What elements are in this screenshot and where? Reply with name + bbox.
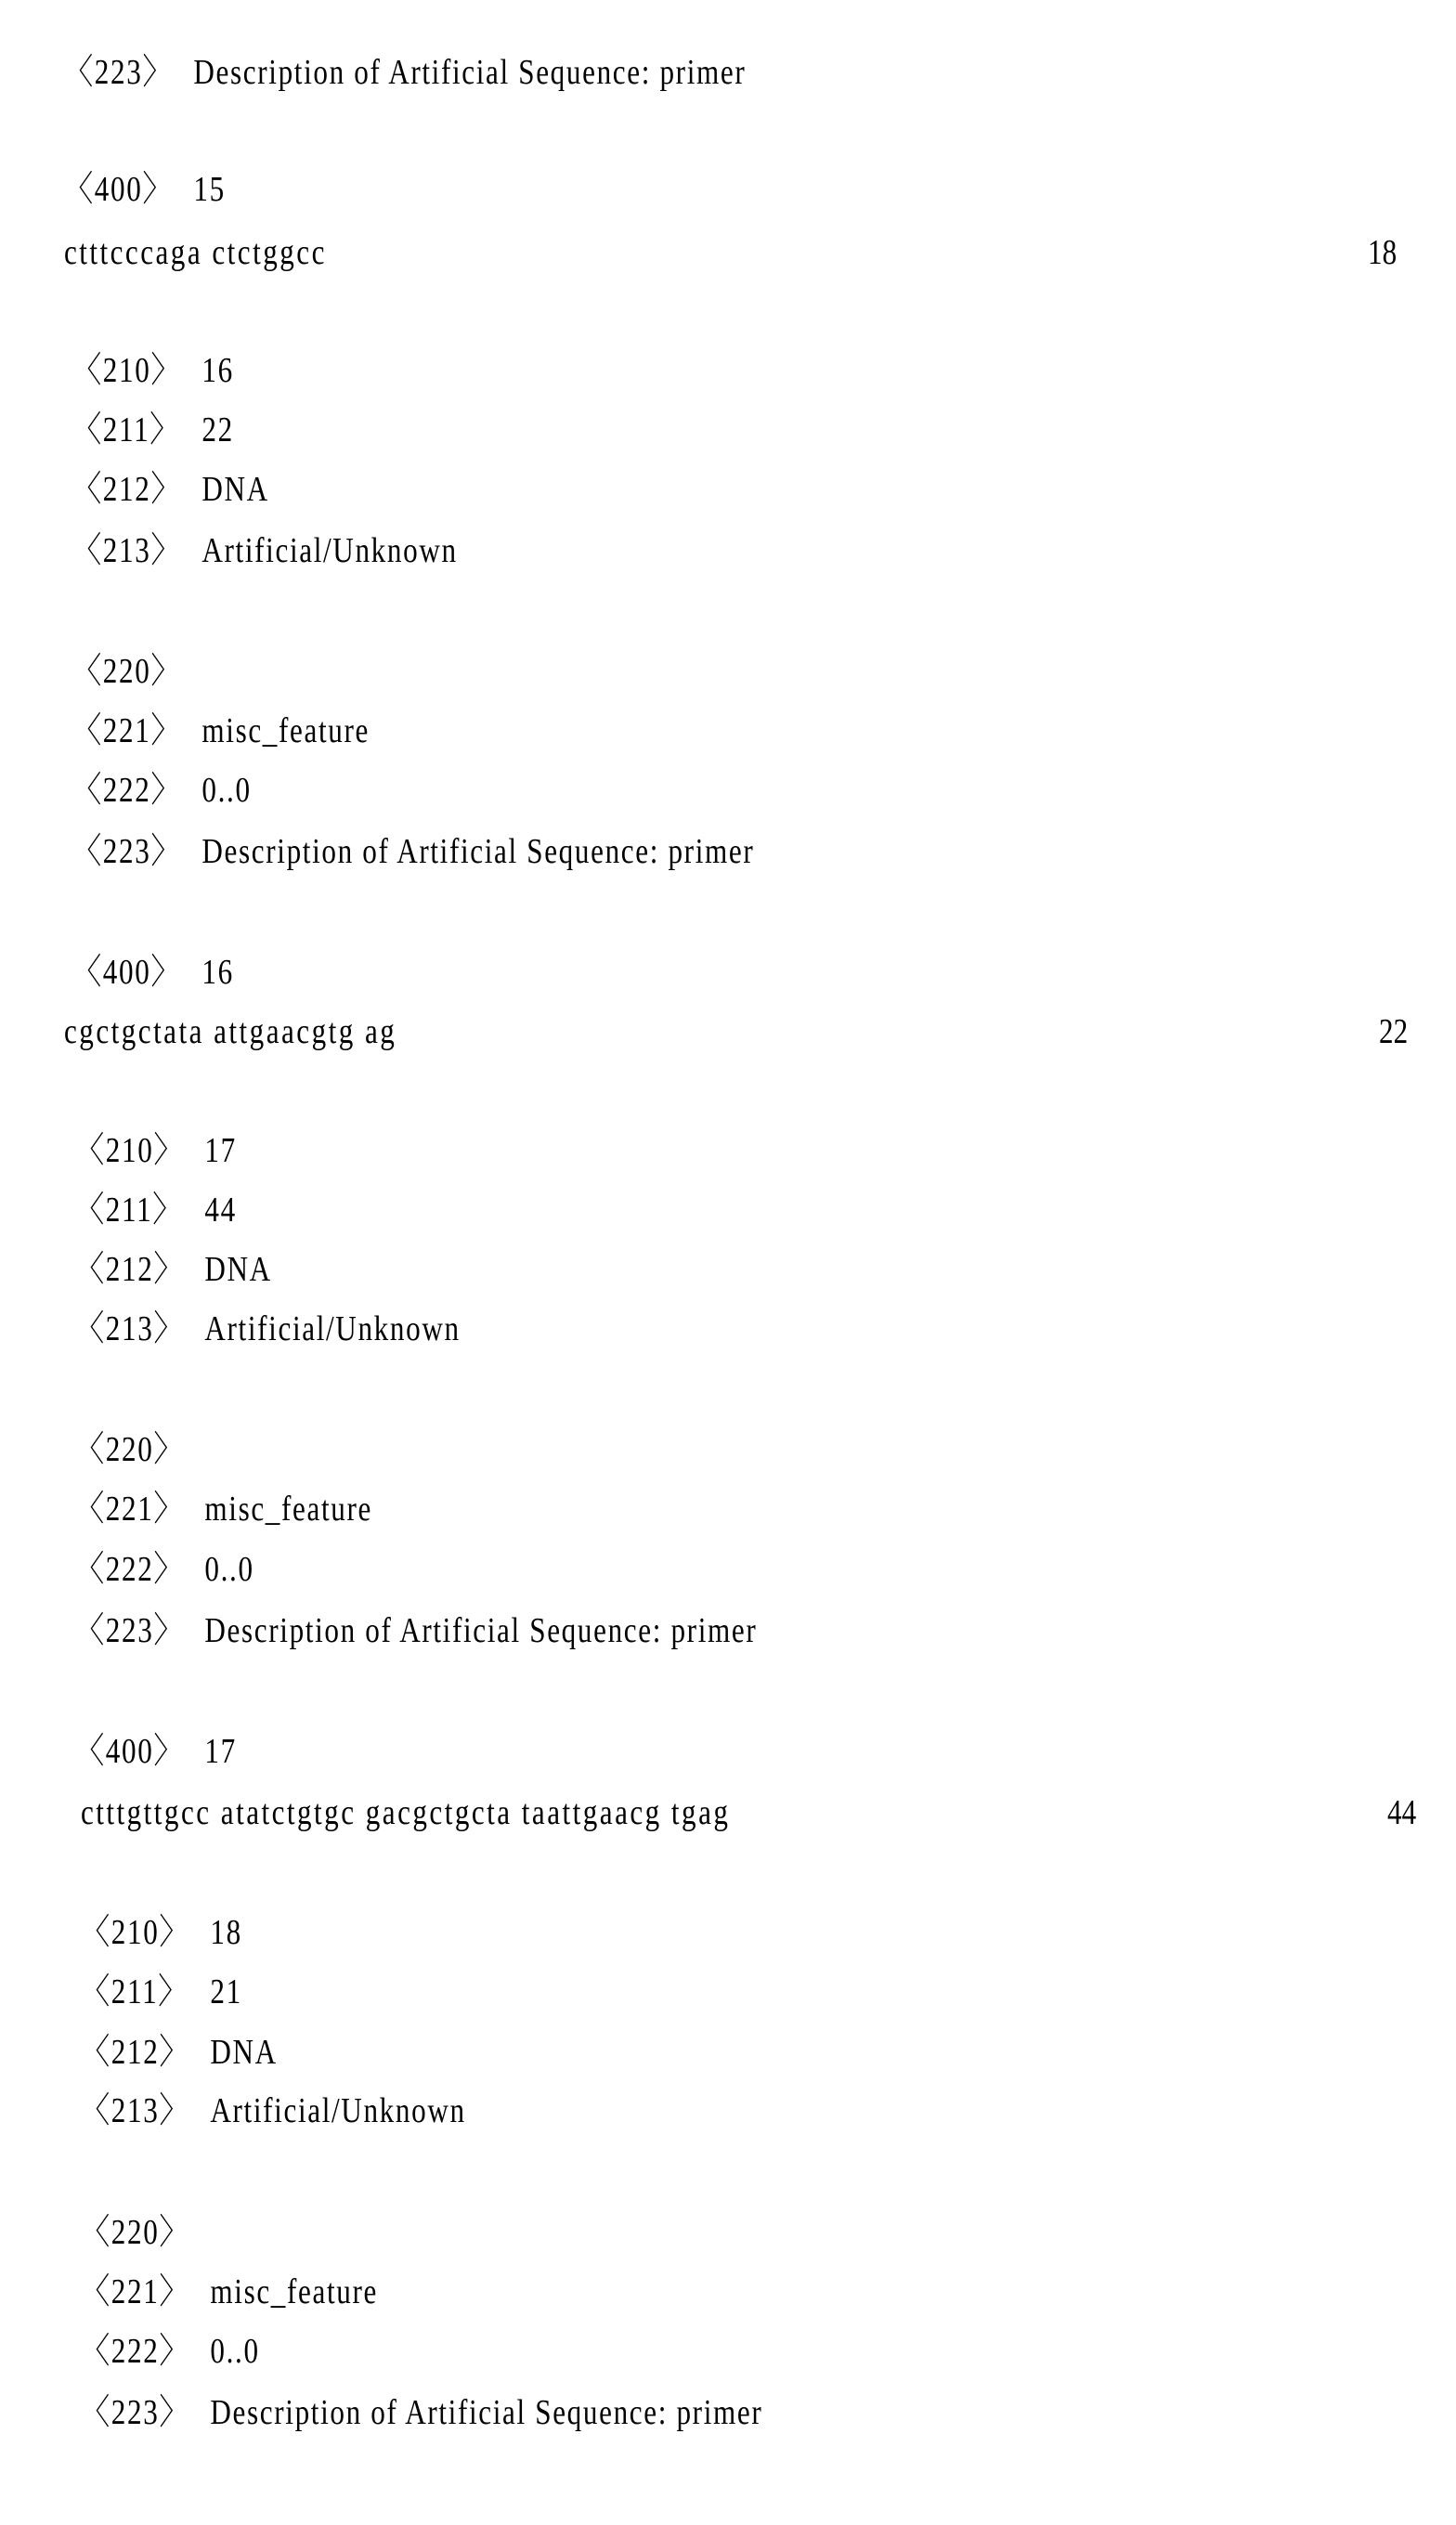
field-value: Artificial/Unknown	[202, 531, 457, 570]
field-value: Description of Artificial Sequence: primer	[202, 832, 754, 871]
sequence-length: 18	[1368, 229, 1397, 276]
field-line	[75, 1127, 237, 1174]
field-value: Description of Artificial Sequence: primer	[210, 2393, 762, 2432]
field-tag: 〈223〉	[75, 1607, 204, 1654]
field-value: 16	[202, 351, 233, 390]
field-line	[75, 1486, 372, 1532]
field-value: 21	[210, 1972, 241, 2011]
field-tag: 〈400〉	[64, 166, 193, 213]
field-value: DNA	[210, 2033, 277, 2072]
field-value: 22	[202, 410, 233, 449]
field-tag: 〈223〉	[81, 2389, 210, 2436]
field-value: 18	[210, 1913, 241, 1952]
sequence-text: ctttcccaga ctctggcc	[64, 233, 327, 272]
sequence-length: 44	[1387, 1790, 1416, 1836]
field-value: 0..0	[204, 1550, 254, 1589]
sequence-line	[64, 229, 327, 276]
field-line	[72, 347, 234, 394]
field-line	[81, 2389, 762, 2436]
field-tag: 〈212〉	[81, 2029, 210, 2076]
field-tag: 〈211〉	[81, 1969, 210, 2015]
field-value: 17	[204, 1131, 236, 1170]
field-tag: 〈212〉	[72, 466, 202, 513]
field-line	[64, 49, 746, 96]
field-line	[72, 949, 234, 996]
field-value: DNA	[202, 470, 268, 509]
field-line	[72, 767, 252, 813]
field-tag: 〈212〉	[75, 1246, 204, 1293]
field-line	[75, 1187, 237, 1233]
field-value: Description of Artificial Sequence: primer	[193, 53, 746, 92]
field-line	[81, 2029, 278, 2076]
field-value: 0..0	[210, 2332, 259, 2371]
field-tag: 〈210〉	[72, 347, 202, 394]
field-value: 44	[204, 1191, 236, 1230]
field-line	[75, 1728, 237, 1775]
field-tag: 〈220〉	[72, 648, 202, 695]
sequence-line	[81, 1790, 730, 1836]
field-tag: 〈213〉	[72, 527, 202, 574]
field-value: Artificial/Unknown	[204, 1309, 460, 1348]
field-line	[72, 527, 458, 574]
sequence-length: 22	[1379, 1009, 1408, 1055]
field-value: 15	[193, 170, 225, 209]
field-value: misc_feature	[210, 2272, 378, 2311]
field-line	[81, 1969, 242, 2015]
field-line	[75, 1546, 254, 1593]
field-line	[72, 708, 370, 754]
field-value: Description of Artificial Sequence: primer	[204, 1611, 757, 1650]
field-line	[75, 1607, 757, 1654]
sequence-text: ctttgttgcc atatctgtgc gacgctgcta taattgaacg tgag	[81, 1793, 730, 1832]
field-tag: 〈220〉	[81, 2209, 210, 2256]
field-value: DNA	[204, 1250, 271, 1289]
field-line	[72, 648, 202, 695]
field-value: 17	[204, 1732, 236, 1771]
field-tag: 〈213〉	[81, 2088, 210, 2134]
field-tag: 〈222〉	[81, 2328, 210, 2375]
field-line	[81, 2209, 210, 2256]
field-tag: 〈210〉	[75, 1127, 204, 1174]
field-tag: 〈400〉	[72, 949, 202, 996]
field-tag: 〈210〉	[81, 1909, 210, 1956]
sequence-line	[64, 1009, 396, 1055]
field-line	[72, 407, 234, 453]
field-tag: 〈222〉	[72, 767, 202, 813]
field-tag: 〈223〉	[72, 828, 202, 875]
field-line	[75, 1426, 204, 1473]
field-line	[64, 166, 226, 213]
field-line	[81, 2328, 260, 2375]
field-line	[72, 828, 754, 875]
field-value: misc_feature	[204, 1490, 372, 1529]
field-tag: 〈220〉	[75, 1426, 204, 1473]
sequence-text: cgctgctata attgaacgtg ag	[64, 1012, 396, 1051]
field-tag: 〈211〉	[72, 407, 202, 453]
field-tag: 〈223〉	[64, 49, 193, 96]
field-tag: 〈222〉	[75, 1546, 204, 1593]
field-tag: 〈400〉	[75, 1728, 204, 1775]
field-line	[81, 2088, 466, 2134]
field-tag: 〈213〉	[75, 1306, 204, 1352]
field-value: 16	[202, 953, 233, 992]
field-tag: 〈221〉	[75, 1486, 204, 1532]
field-tag: 〈211〉	[75, 1187, 204, 1233]
field-value: misc_feature	[202, 711, 370, 750]
field-value: Artificial/Unknown	[210, 2091, 465, 2130]
field-line	[81, 1909, 242, 1956]
field-line	[75, 1246, 272, 1293]
field-line	[72, 466, 269, 513]
field-line	[75, 1306, 461, 1352]
field-line	[81, 2269, 378, 2315]
field-tag: 〈221〉	[81, 2269, 210, 2315]
field-value: 0..0	[202, 771, 251, 810]
field-tag: 〈221〉	[72, 708, 202, 754]
